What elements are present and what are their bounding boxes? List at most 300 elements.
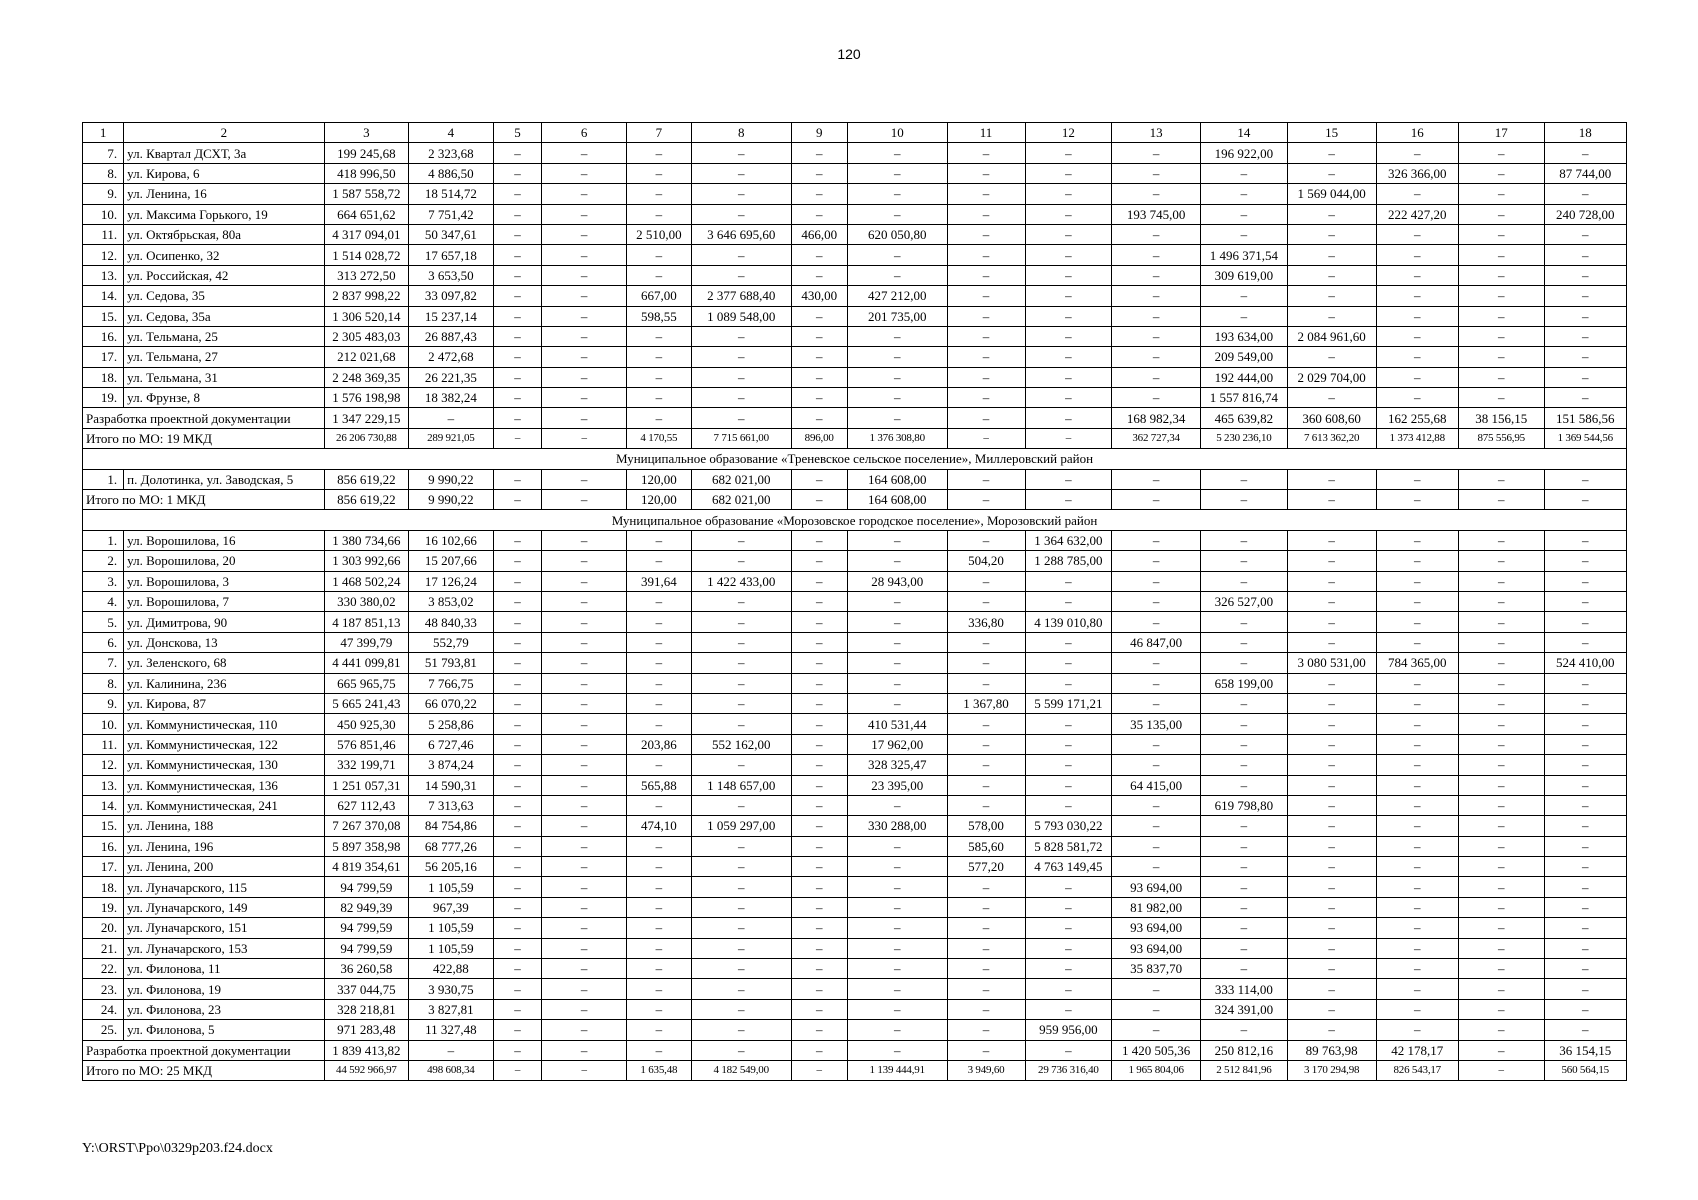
table-cell: – — [1458, 755, 1544, 775]
table-cell: 4 317 094,01 — [324, 224, 409, 244]
row-number: 7. — [83, 143, 124, 163]
table-cell: – — [1201, 734, 1288, 754]
row-number: 15. — [83, 816, 124, 836]
table-cell: – — [1112, 612, 1201, 632]
table-cell: – — [1201, 184, 1288, 204]
table-cell: – — [1458, 979, 1544, 999]
table-cell: 1 422 433,00 — [691, 571, 791, 591]
funding-table — [82, 122, 1627, 1081]
table-cell: – — [542, 795, 627, 815]
row-number: 21. — [83, 938, 124, 958]
table-row — [83, 347, 1627, 367]
table-cell: – — [542, 591, 627, 611]
table-cell: – — [493, 163, 542, 183]
column-number-header: 4 — [409, 123, 494, 143]
table-cell: – — [542, 571, 627, 591]
table-cell: – — [542, 265, 627, 285]
table-cell: – — [1201, 959, 1288, 979]
table-cell: – — [1112, 836, 1201, 856]
table-cell: 1 251 057,31 — [324, 775, 409, 795]
table-cell: – — [1544, 734, 1627, 754]
table-cell: – — [493, 1040, 542, 1060]
table-cell: – — [791, 326, 847, 346]
table-cell: – — [1376, 591, 1458, 611]
address-cell: ул. Тельмана, 27 — [124, 347, 324, 367]
table-cell: 29 736 316,40 — [1025, 1060, 1112, 1080]
table-cell: – — [542, 408, 627, 428]
section-header-row — [83, 449, 1627, 469]
table-cell: – — [542, 938, 627, 958]
table-cell: – — [542, 1020, 627, 1040]
row-number: 11. — [83, 224, 124, 244]
table-cell: – — [1201, 571, 1288, 591]
table-cell: – — [1544, 490, 1627, 510]
table-cell: 5 793 030,22 — [1025, 816, 1112, 836]
table-cell: 1 839 413,82 — [324, 1040, 409, 1060]
table-cell: – — [947, 714, 1025, 734]
table-cell: – — [847, 673, 947, 693]
footer-file-path: Y:\ORST\Ppo\0329p203.f24.docx — [82, 1141, 273, 1156]
table-cell: 2 248 369,35 — [324, 367, 409, 387]
table-row — [83, 755, 1627, 775]
table-cell: – — [791, 408, 847, 428]
row-number: 20. — [83, 918, 124, 938]
table-cell: – — [626, 673, 691, 693]
table-cell: 222 427,20 — [1376, 204, 1458, 224]
table-cell: – — [691, 143, 791, 163]
table-cell: 18 514,72 — [409, 184, 494, 204]
row-number: 17. — [83, 347, 124, 367]
table-cell: 784 365,00 — [1376, 653, 1458, 673]
table-cell: 151 586,56 — [1544, 408, 1627, 428]
table-cell: – — [791, 612, 847, 632]
table-cell: – — [1287, 693, 1376, 713]
table-cell: 3 080 531,00 — [1287, 653, 1376, 673]
table-cell: – — [1287, 245, 1376, 265]
table-cell: – — [1376, 775, 1458, 795]
column-number-header: 7 — [626, 123, 691, 143]
table-cell: – — [791, 959, 847, 979]
table-cell: – — [1201, 918, 1288, 938]
table-cell: 9 990,22 — [409, 490, 494, 510]
table-cell: 1 514 028,72 — [324, 245, 409, 265]
table-cell: – — [1025, 428, 1112, 448]
table-cell: – — [791, 938, 847, 958]
table-cell: – — [1112, 755, 1201, 775]
table-cell: – — [847, 1040, 947, 1060]
table-cell: – — [1025, 877, 1112, 897]
table-cell: – — [1201, 775, 1288, 795]
table-cell: 328 325,47 — [847, 755, 947, 775]
table-cell: – — [1544, 367, 1627, 387]
table-cell: – — [1287, 469, 1376, 489]
table-cell: – — [1287, 490, 1376, 510]
table-cell: 667,00 — [626, 286, 691, 306]
table-cell: 1 306 520,14 — [324, 306, 409, 326]
table-cell: – — [1287, 734, 1376, 754]
address-cell: ул. Тельмана, 31 — [124, 367, 324, 387]
table-cell: 26 887,43 — [409, 326, 494, 346]
table-cell: – — [409, 1040, 494, 1060]
table-cell: – — [1544, 775, 1627, 795]
table-cell: 552 162,00 — [691, 734, 791, 754]
table-cell: 565,88 — [626, 775, 691, 795]
table-cell: 5 599 171,21 — [1025, 693, 1112, 713]
table-cell: – — [1025, 204, 1112, 224]
table-cell: – — [1287, 306, 1376, 326]
table-cell: – — [947, 897, 1025, 917]
address-cell: ул. Донскова, 13 — [124, 632, 324, 652]
column-number-header: 10 — [847, 123, 947, 143]
table-cell: 4 763 149,45 — [1025, 857, 1112, 877]
table-cell: – — [493, 1020, 542, 1040]
column-number-header: 6 — [542, 123, 627, 143]
table-cell: – — [847, 591, 947, 611]
address-cell: ул. Кирова, 6 — [124, 163, 324, 183]
table-cell: 333 114,00 — [1201, 979, 1288, 999]
table-cell: – — [1544, 693, 1627, 713]
table-cell: – — [542, 306, 627, 326]
table-cell: – — [791, 265, 847, 285]
table-cell: – — [1287, 347, 1376, 367]
table-cell: – — [493, 551, 542, 571]
row-number: 19. — [83, 388, 124, 408]
table-cell: 504,20 — [947, 551, 1025, 571]
table-cell: 856 619,22 — [324, 469, 409, 489]
table-cell: – — [626, 204, 691, 224]
table-cell: – — [1458, 693, 1544, 713]
table-cell: – — [947, 795, 1025, 815]
table-cell: – — [493, 959, 542, 979]
table-cell: 326 527,00 — [1201, 591, 1288, 611]
table-cell: – — [626, 184, 691, 204]
table-cell: – — [791, 143, 847, 163]
row-number: 2. — [83, 551, 124, 571]
table-cell: – — [847, 693, 947, 713]
table-cell: – — [493, 245, 542, 265]
table-cell: – — [791, 653, 847, 673]
table-cell: – — [626, 408, 691, 428]
table-row — [83, 857, 1627, 877]
address-cell: ул. Максима Горького, 19 — [124, 204, 324, 224]
table-cell: 313 272,50 — [324, 265, 409, 285]
table-cell: – — [1201, 1020, 1288, 1040]
table-cell: 427 212,00 — [847, 286, 947, 306]
table-cell: – — [947, 428, 1025, 448]
table-cell: 212 021,68 — [324, 347, 409, 367]
table-cell: 598,55 — [626, 306, 691, 326]
table-row — [83, 184, 1627, 204]
table-cell: – — [542, 673, 627, 693]
table-row — [83, 653, 1627, 673]
table-cell: – — [1025, 979, 1112, 999]
table-cell: – — [1458, 775, 1544, 795]
table-cell: – — [847, 959, 947, 979]
table-cell: – — [626, 877, 691, 897]
table-cell: – — [1112, 591, 1201, 611]
table-cell: 9 990,22 — [409, 469, 494, 489]
table-cell: 1 139 444,91 — [847, 1060, 947, 1080]
table-cell: – — [691, 959, 791, 979]
table-cell: – — [847, 653, 947, 673]
table-cell: – — [1025, 897, 1112, 917]
table-cell: – — [1112, 693, 1201, 713]
table-cell: – — [947, 775, 1025, 795]
table-cell: 7 766,75 — [409, 673, 494, 693]
address-cell: ул. Коммунистическая, 241 — [124, 795, 324, 815]
table-cell: – — [626, 632, 691, 652]
table-cell: 1 569 044,00 — [1287, 184, 1376, 204]
table-cell: – — [542, 204, 627, 224]
table-cell: – — [1376, 530, 1458, 550]
table-cell: – — [1376, 816, 1458, 836]
table-cell: 309 619,00 — [1201, 265, 1288, 285]
table-cell: – — [691, 653, 791, 673]
table-body — [83, 123, 1627, 1081]
table-cell: – — [791, 571, 847, 591]
table-cell: 162 255,68 — [1376, 408, 1458, 428]
table-cell: – — [493, 367, 542, 387]
table-cell: – — [493, 530, 542, 550]
table-cell: – — [1544, 714, 1627, 734]
address-cell: ул. Филонова, 5 — [124, 1020, 324, 1040]
table-cell: – — [1544, 347, 1627, 367]
table-cell: – — [791, 306, 847, 326]
table-cell: – — [691, 388, 791, 408]
table-row — [83, 693, 1627, 713]
table-cell: – — [947, 653, 1025, 673]
table-cell: – — [1376, 490, 1458, 510]
table-cell: – — [1287, 571, 1376, 591]
table-cell: – — [1458, 306, 1544, 326]
table-cell: – — [1376, 836, 1458, 856]
table-cell: 2 377 688,40 — [691, 286, 791, 306]
table-cell: – — [493, 857, 542, 877]
table-cell: 360 608,60 — [1287, 408, 1376, 428]
table-row — [83, 245, 1627, 265]
table-cell: – — [1458, 571, 1544, 591]
table-cell: – — [1458, 163, 1544, 183]
table-cell: 466,00 — [791, 224, 847, 244]
row-number: 22. — [83, 959, 124, 979]
row-number: 7. — [83, 653, 124, 673]
table-cell: 362 727,34 — [1112, 428, 1201, 448]
table-cell: – — [626, 530, 691, 550]
table-row — [83, 714, 1627, 734]
row-number: 9. — [83, 184, 124, 204]
table-cell: – — [493, 1060, 542, 1080]
table-cell: – — [791, 816, 847, 836]
section-title: Муниципальное образование «Треневское сельское поселение», Миллеровский район — [83, 449, 1627, 469]
row-number: 1. — [83, 469, 124, 489]
table-cell: – — [542, 530, 627, 550]
table-cell: – — [626, 795, 691, 815]
table-cell: – — [1025, 918, 1112, 938]
section-header-row — [83, 510, 1627, 530]
table-cell: – — [542, 224, 627, 244]
table-cell: – — [493, 673, 542, 693]
table-cell: – — [1025, 714, 1112, 734]
table-cell: – — [1112, 490, 1201, 510]
table-cell: – — [847, 530, 947, 550]
table-cell: – — [947, 143, 1025, 163]
row-label: Разработка проектной документации — [83, 408, 325, 428]
table-cell: 250 812,16 — [1201, 1040, 1288, 1060]
table-cell: – — [947, 979, 1025, 999]
table-cell: 64 415,00 — [1112, 775, 1201, 795]
table-cell: – — [1025, 591, 1112, 611]
address-cell: ул. Филонова, 19 — [124, 979, 324, 999]
column-number-header: 5 — [493, 123, 542, 143]
table-cell: – — [1458, 591, 1544, 611]
table-row — [83, 204, 1627, 224]
table-cell: – — [1544, 265, 1627, 285]
table-cell: – — [542, 775, 627, 795]
table-cell: – — [791, 897, 847, 917]
table-cell: – — [1458, 551, 1544, 571]
table-cell: – — [1201, 857, 1288, 877]
table-cell: – — [1376, 999, 1458, 1019]
table-cell: – — [947, 959, 1025, 979]
table-cell: – — [493, 286, 542, 306]
table-cell: 2 323,68 — [409, 143, 494, 163]
table-cell: – — [791, 469, 847, 489]
table-cell: – — [493, 775, 542, 795]
address-cell: ул. Ворошилова, 7 — [124, 591, 324, 611]
table-cell: – — [947, 571, 1025, 591]
table-cell: – — [1376, 734, 1458, 754]
table-cell: – — [1112, 469, 1201, 489]
table-cell: – — [1025, 347, 1112, 367]
table-cell: 51 793,81 — [409, 653, 494, 673]
table-cell: – — [1287, 204, 1376, 224]
table-cell: – — [542, 1060, 627, 1080]
table-cell: – — [847, 204, 947, 224]
table-cell: – — [493, 979, 542, 999]
table-cell: – — [1112, 816, 1201, 836]
table-cell: – — [1025, 755, 1112, 775]
table-cell: 682 021,00 — [691, 490, 791, 510]
table-cell: – — [691, 693, 791, 713]
table-cell: – — [493, 143, 542, 163]
table-cell: 665 965,75 — [324, 673, 409, 693]
table-row — [83, 612, 1627, 632]
table-cell: – — [1376, 245, 1458, 265]
table-cell: – — [1376, 714, 1458, 734]
table-cell: – — [1458, 918, 1544, 938]
table-cell: – — [1112, 347, 1201, 367]
table-cell: – — [847, 612, 947, 632]
table-cell: 2 084 961,60 — [1287, 326, 1376, 346]
table-cell: – — [626, 714, 691, 734]
table-cell: – — [947, 755, 1025, 775]
table-row — [83, 836, 1627, 856]
table-cell: 193 745,00 — [1112, 204, 1201, 224]
table-cell: – — [1458, 1040, 1544, 1060]
table-cell: – — [1458, 877, 1544, 897]
table-cell: – — [542, 734, 627, 754]
table-cell: – — [626, 326, 691, 346]
page-number: 120 — [837, 46, 861, 62]
table-cell: – — [947, 388, 1025, 408]
table-cell: – — [1544, 224, 1627, 244]
table-cell: – — [1458, 469, 1544, 489]
table-cell: – — [493, 388, 542, 408]
table-cell: 82 949,39 — [324, 897, 409, 917]
table-cell: – — [1025, 265, 1112, 285]
row-label: Итого по МО: 19 МКД — [83, 428, 325, 448]
table-cell: 1 059 297,00 — [691, 816, 791, 836]
table-cell: 1 089 548,00 — [691, 306, 791, 326]
table-cell: 289 921,05 — [409, 428, 494, 448]
table-cell: 209 549,00 — [1201, 347, 1288, 367]
table-cell: – — [791, 836, 847, 856]
table-cell: – — [791, 551, 847, 571]
table-cell: 28 943,00 — [847, 571, 947, 591]
table-cell: – — [1458, 388, 1544, 408]
table-cell: – — [1376, 367, 1458, 387]
table-cell: 84 754,86 — [409, 816, 494, 836]
table-cell: – — [1201, 204, 1288, 224]
table-cell: 93 694,00 — [1112, 918, 1201, 938]
table-cell: 826 543,17 — [1376, 1060, 1458, 1080]
table-cell: – — [1544, 388, 1627, 408]
table-cell: – — [1287, 591, 1376, 611]
table-cell: – — [1112, 286, 1201, 306]
table-cell: 524 410,00 — [1544, 653, 1627, 673]
table-cell: 1 347 229,15 — [324, 408, 409, 428]
table-cell: – — [542, 163, 627, 183]
table-cell: 5 897 358,98 — [324, 836, 409, 856]
table-cell: – — [626, 918, 691, 938]
table-cell: 1 105,59 — [409, 918, 494, 938]
table-cell: – — [493, 265, 542, 285]
table-cell: – — [1458, 1060, 1544, 1080]
table-cell: 2 510,00 — [626, 224, 691, 244]
table-cell: – — [1201, 897, 1288, 917]
table-cell: 6 727,46 — [409, 734, 494, 754]
table-cell: 93 694,00 — [1112, 938, 1201, 958]
table-cell: – — [542, 612, 627, 632]
table-cell: 3 874,24 — [409, 755, 494, 775]
table-cell: 3 949,60 — [947, 1060, 1025, 1080]
table-cell: 326 366,00 — [1376, 163, 1458, 183]
column-number-header: 2 — [124, 123, 324, 143]
table-cell: – — [1112, 530, 1201, 550]
address-cell: ул. Димитрова, 90 — [124, 612, 324, 632]
table-cell: 3 646 695,60 — [691, 224, 791, 244]
table-cell: – — [626, 938, 691, 958]
table-cell: – — [1458, 530, 1544, 550]
table-cell: – — [1458, 224, 1544, 244]
table-cell: – — [1376, 286, 1458, 306]
table-cell: 48 840,33 — [409, 612, 494, 632]
address-cell: ул. Ворошилова, 20 — [124, 551, 324, 571]
table-cell: 330 288,00 — [847, 816, 947, 836]
address-cell: ул. Филонова, 23 — [124, 999, 324, 1019]
table-cell: 5 665 241,43 — [324, 693, 409, 713]
table-cell: – — [947, 877, 1025, 897]
table-cell: 203,86 — [626, 734, 691, 754]
table-cell: 3 170 294,98 — [1287, 1060, 1376, 1080]
table-cell: – — [847, 938, 947, 958]
table-cell: – — [691, 551, 791, 571]
table-cell: – — [626, 163, 691, 183]
table-cell: – — [1458, 653, 1544, 673]
table-row — [83, 877, 1627, 897]
table-cell: – — [1376, 571, 1458, 591]
table-cell: – — [1287, 877, 1376, 897]
